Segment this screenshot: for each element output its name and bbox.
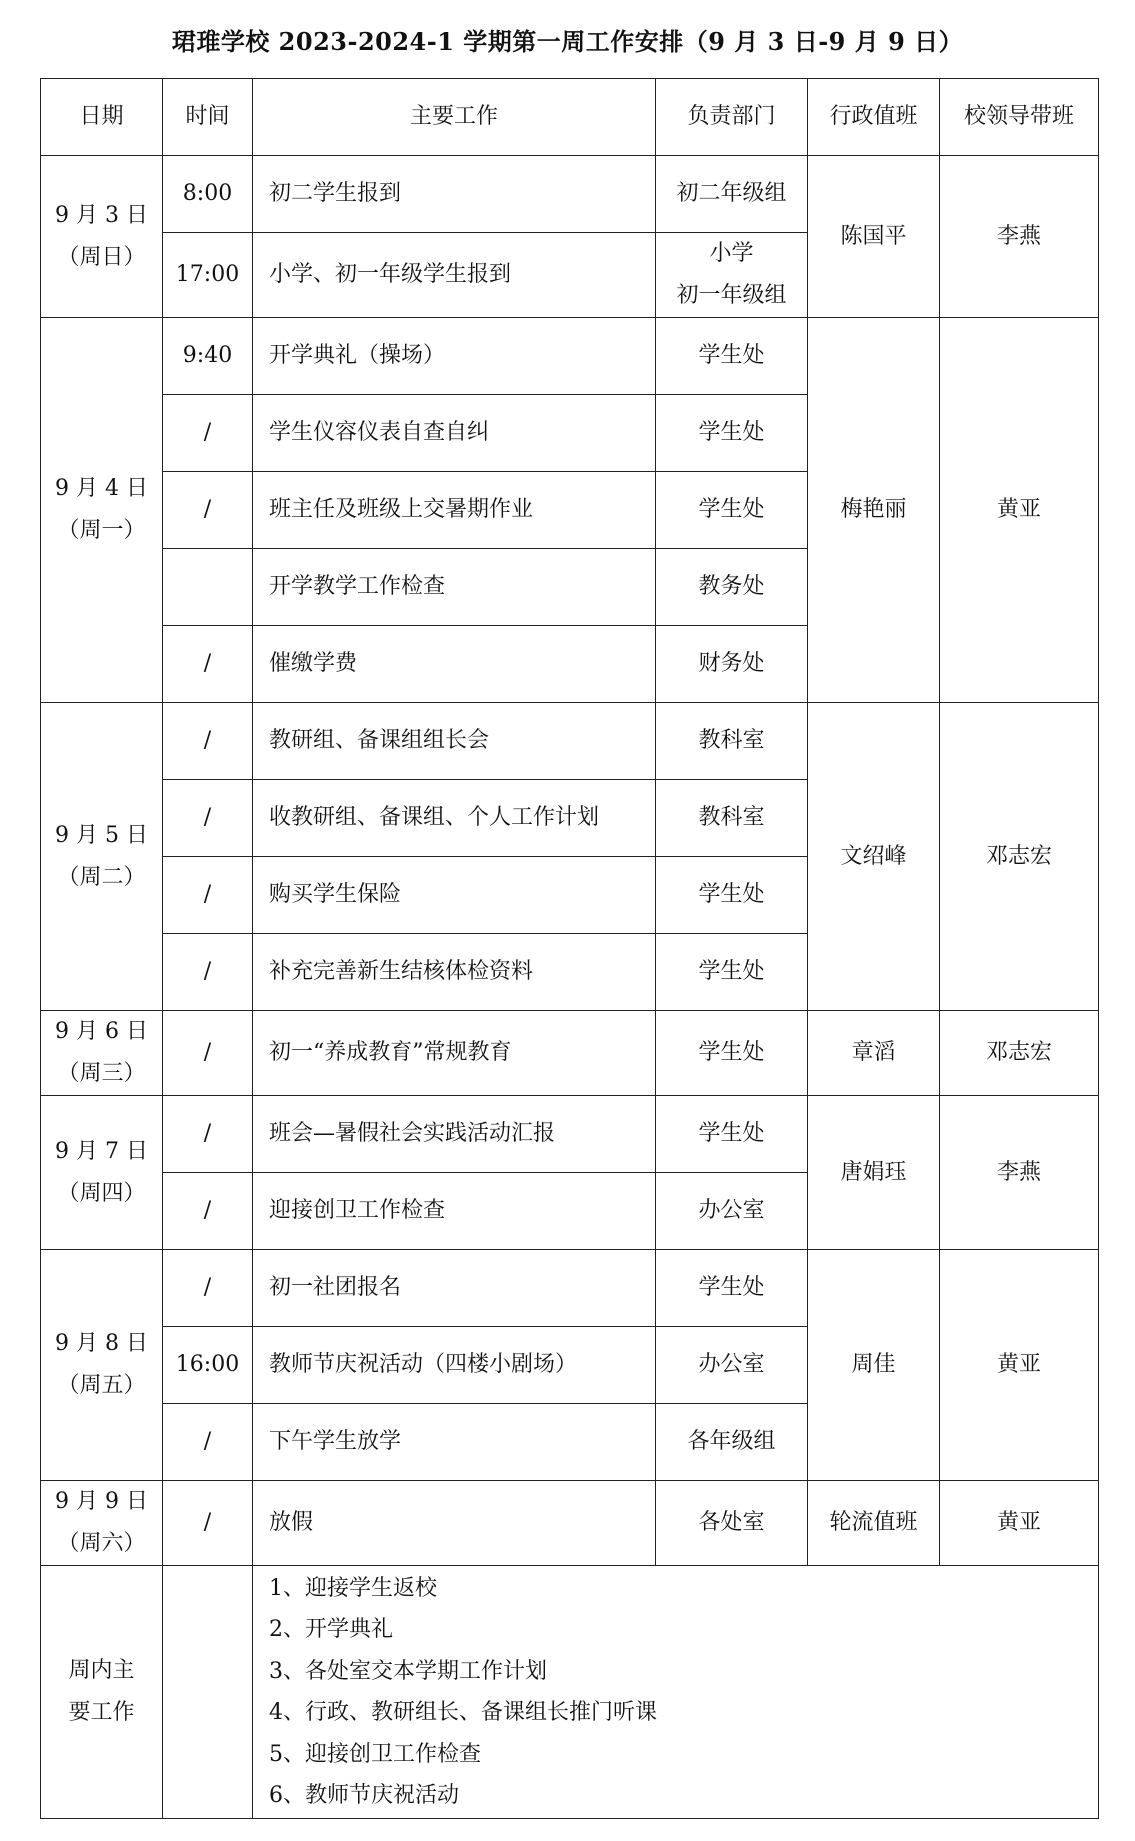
time-cell: / (163, 934, 253, 1011)
list-item: 5、迎接创卫工作检查 (269, 1741, 481, 1767)
work-cell: 补充完善新生结核体检资料 (253, 934, 656, 1011)
admin-duty-cell: 唐娟珏 (808, 1096, 940, 1250)
weekday-text: （周四） (57, 1180, 146, 1206)
work-cell: 初一“养成教育”常规教育 (253, 1011, 656, 1096)
weekly-label-line: 周内主 (68, 1658, 135, 1683)
dept-cell: 学生处 (656, 857, 808, 934)
weekly-summary-row (41, 1566, 1099, 1819)
dept-cell: 办公室 (656, 1173, 808, 1250)
dept-cell: 财务处 (656, 626, 808, 703)
time-cell: 9:40 (163, 318, 253, 395)
time-cell: / (163, 1481, 253, 1566)
header-duty-leader: 校领导带班 (940, 79, 1099, 156)
leader-duty-cell: 邓志宏 (940, 1011, 1099, 1096)
weekly-label-cell (41, 1566, 163, 1819)
date-cell (41, 156, 163, 318)
work-cell: 学生仪容仪表自查自纠 (253, 395, 656, 472)
date-text: 9 月 9 日 (55, 1489, 148, 1514)
work-cell: 教研组、备课组组长会 (253, 703, 656, 780)
dept-line: 初一年级组 (676, 283, 787, 308)
dept-cell (656, 233, 808, 318)
admin-duty-cell: 梅艳丽 (808, 318, 940, 703)
work-cell: 购买学生保险 (253, 857, 656, 934)
weekly-tasks-cell (253, 1566, 1099, 1819)
header-date: 日期 (41, 79, 163, 156)
schedule-table (40, 78, 1099, 1819)
work-cell: 收教研组、备课组、个人工作计划 (253, 780, 656, 857)
dept-cell: 初二年级组 (656, 156, 808, 233)
work-cell: 下午学生放学 (253, 1404, 656, 1481)
table-row (41, 703, 1099, 780)
time-cell: / (163, 1096, 253, 1173)
dept-cell: 学生处 (656, 318, 808, 395)
time-cell: / (163, 780, 253, 857)
date-text: 9 月 7 日 (55, 1138, 148, 1164)
table-row (41, 1481, 1099, 1566)
work-cell: 迎接创卫工作检查 (253, 1173, 656, 1250)
weekday-text: （周五） (57, 1373, 146, 1398)
time-cell: 17:00 (163, 233, 253, 318)
dept-cell: 各处室 (656, 1481, 808, 1566)
header-duty-admin: 行政值班 (808, 79, 940, 156)
work-cell: 教师节庆祝活动（四楼小剧场） (253, 1327, 656, 1404)
work-cell: 班主任及班级上交暑期作业 (253, 472, 656, 549)
work-cell: 小学、初一年级学生报到 (253, 233, 656, 318)
dept-cell: 学生处 (656, 934, 808, 1011)
time-cell: / (163, 1404, 253, 1481)
date-text: 9 月 6 日 (55, 1019, 148, 1044)
dept-cell: 教务处 (656, 549, 808, 626)
time-cell: 16:00 (163, 1327, 253, 1404)
dept-cell: 学生处 (656, 1096, 808, 1173)
list-item: 4、行政、教研组长、备课组长推门听课 (269, 1700, 657, 1725)
dept-cell: 办公室 (656, 1327, 808, 1404)
leader-duty-cell: 黄亚 (940, 1481, 1099, 1566)
work-cell: 开学典礼（操场） (253, 318, 656, 395)
time-cell: / (163, 395, 253, 472)
time-cell: / (163, 703, 253, 780)
list-item: 1、迎接学生返校 (269, 1575, 437, 1601)
time-cell: / (163, 857, 253, 934)
table-row (41, 1250, 1099, 1327)
date-text: 9 月 3 日 (55, 202, 148, 228)
header-row (41, 79, 1099, 156)
weekday-text: （周日） (57, 244, 146, 270)
table-row (41, 156, 1099, 233)
date-text: 9 月 4 日 (55, 476, 148, 501)
work-cell: 班会—暑假社会实践活动汇报 (253, 1096, 656, 1173)
leader-duty-cell: 黄亚 (940, 1250, 1099, 1481)
admin-duty-cell: 陈国平 (808, 156, 940, 318)
dept-cell: 学生处 (656, 395, 808, 472)
dept-cell: 教科室 (656, 703, 808, 780)
date-text: 9 月 5 日 (55, 822, 148, 848)
work-cell: 初一社团报名 (253, 1250, 656, 1327)
dept-cell: 教科室 (656, 780, 808, 857)
time-cell: / (163, 472, 253, 549)
leader-duty-cell: 李燕 (940, 1096, 1099, 1250)
admin-duty-cell: 文绍峰 (808, 703, 940, 1011)
table-row (41, 318, 1099, 395)
dept-line: 小学 (709, 241, 754, 266)
weekday-text: （周二） (57, 864, 146, 890)
time-cell: / (163, 1250, 253, 1327)
leader-duty-cell: 黄亚 (940, 318, 1099, 703)
time-cell: / (163, 1011, 253, 1096)
work-cell: 催缴学费 (253, 626, 656, 703)
dept-cell: 学生处 (656, 1250, 808, 1327)
header-time: 时间 (163, 79, 253, 156)
dept-cell: 学生处 (656, 1011, 808, 1096)
header-work: 主要工作 (253, 79, 656, 156)
admin-duty-cell: 章滔 (808, 1011, 940, 1096)
time-cell: / (163, 1173, 253, 1250)
dept-cell: 各年级组 (656, 1404, 808, 1481)
time-cell: 8:00 (163, 156, 253, 233)
admin-duty-cell: 周佳 (808, 1250, 940, 1481)
leader-duty-cell: 李燕 (940, 156, 1099, 318)
leader-duty-cell: 邓志宏 (940, 703, 1099, 1011)
list-item: 2、开学典礼 (269, 1617, 393, 1642)
time-cell: / (163, 626, 253, 703)
table-row (41, 1011, 1099, 1096)
document-title: 珺琟学校 2023-2024-1 学期第一周工作安排（9 月 3 日-9 月 9 日） (171, 27, 964, 56)
work-cell: 放假 (253, 1481, 656, 1566)
list-item: 6、教师节庆祝活动 (269, 1783, 459, 1808)
table-row (41, 1096, 1099, 1173)
date-cell (41, 318, 163, 703)
header-dept: 负责部门 (656, 79, 808, 156)
dept-cell: 学生处 (656, 472, 808, 549)
weekly-empty-cell (163, 1566, 253, 1819)
date-cell (41, 1481, 163, 1566)
admin-duty-cell: 轮流值班 (808, 1481, 940, 1566)
date-cell (41, 1096, 163, 1250)
date-text: 9 月 8 日 (55, 1331, 148, 1356)
weekday-text: （周一） (57, 518, 146, 543)
weekday-text: （周六） (57, 1531, 146, 1556)
time-cell (163, 549, 253, 626)
weekly-label-line: 要工作 (68, 1700, 135, 1725)
date-cell (41, 1011, 163, 1096)
work-cell: 初二学生报到 (253, 156, 656, 233)
work-cell: 开学教学工作检查 (253, 549, 656, 626)
date-cell (41, 1250, 163, 1481)
date-cell (41, 703, 163, 1011)
weekday-text: （周三） (57, 1061, 146, 1086)
list-item: 3、各处室交本学期工作计划 (269, 1658, 547, 1684)
